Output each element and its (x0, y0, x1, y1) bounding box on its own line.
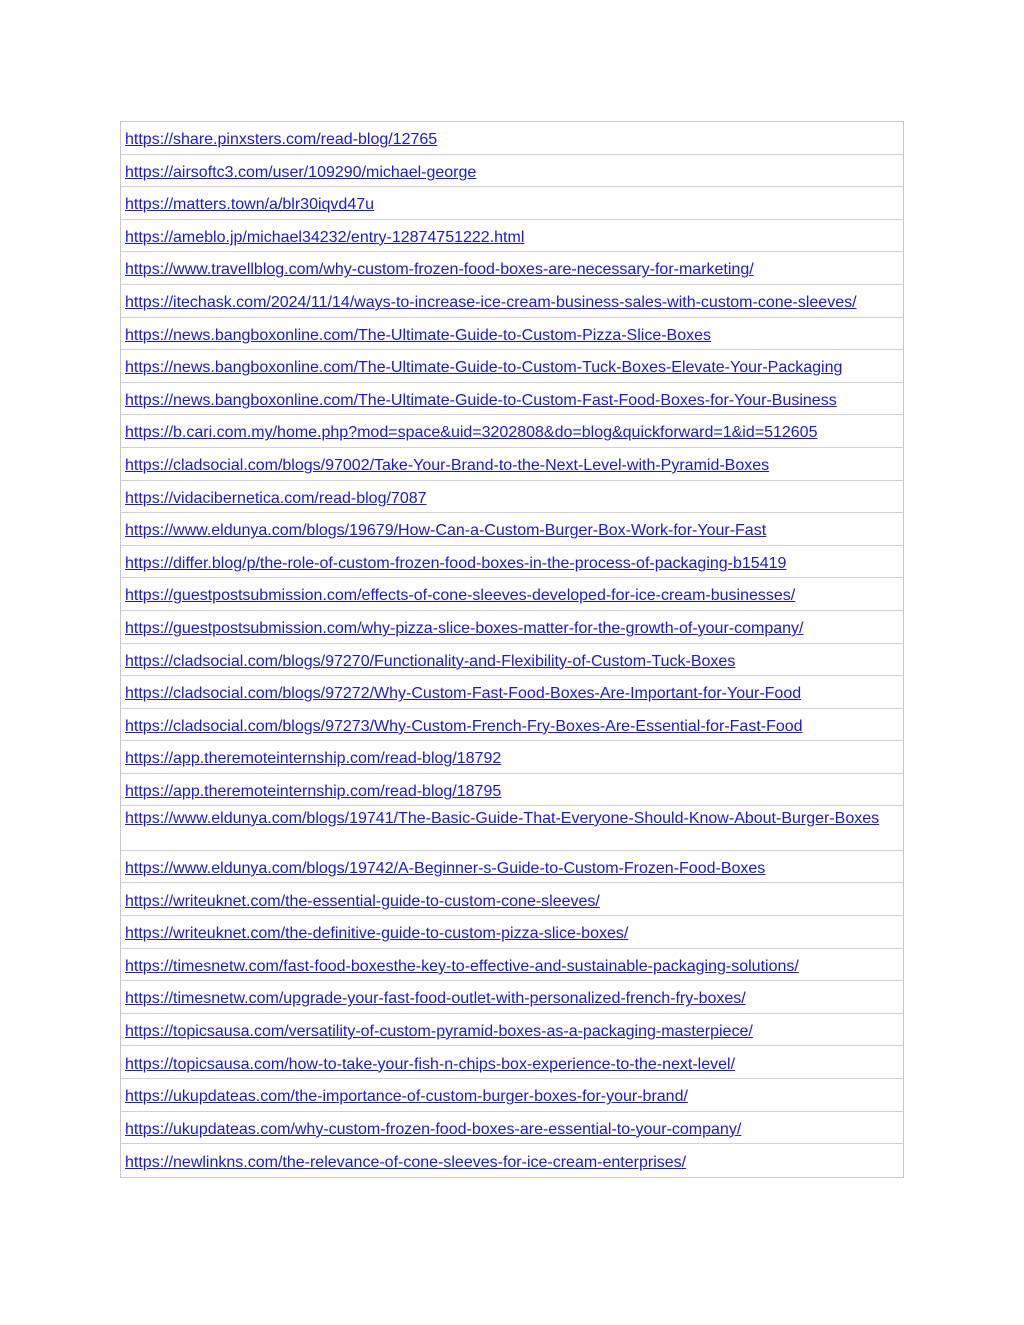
link-row (121, 774, 903, 806)
link-row (121, 285, 903, 318)
link[interactable]: https://www.eldunya.com/blogs/19679/How-Can-a-Custom-Burger-Box-Work-for-Your-Fast (125, 522, 767, 540)
link-row (121, 1079, 903, 1112)
link[interactable]: https://ukupdateas.com/the-importance-of-custom-burger-boxes-for-your-brand/ (125, 1088, 688, 1106)
link[interactable]: https://www.eldunya.com/blogs/19741/The-Basic-Guide-That-Everyone-Should-Know-About-Burger-Boxes (125, 809, 880, 827)
link-row (121, 220, 903, 253)
link-row (121, 187, 903, 220)
link-row (121, 806, 903, 851)
link-row (121, 513, 903, 546)
link-row (121, 676, 903, 709)
link[interactable]: https://itechask.com/2024/11/14/ways-to-increase-ice-cream-business-sales-with-custom-cone-sleeves/ (125, 294, 857, 312)
link-row (121, 1112, 903, 1145)
link[interactable]: https://guestpostsubmission.com/why-pizza-slice-boxes-matter-for-the-growth-of-your-company/ (125, 620, 804, 637)
link[interactable]: https://timesnetw.com/fast-food-boxesthe-key-to-effective-and-sustainable-packaging-solutions/ (125, 957, 799, 975)
link[interactable]: https://topicsausa.com/how-to-take-your-fish-n-chips-box-experience-to-the-next-level/ (125, 1055, 736, 1073)
link-row (121, 155, 903, 188)
link[interactable]: https://ukupdateas.com/why-custom-frozen-food-boxes-are-essential-to-your-company/ (125, 1120, 742, 1138)
link[interactable]: https://www.eldunya.com/blogs/19742/A-Beginner-s-Guide-to-Custom-Frozen-Food-Boxes (125, 859, 766, 877)
link[interactable]: https://writeuknet.com/the-definitive-guide-to-custom-pizza-slice-boxes/ (125, 925, 629, 943)
link[interactable]: https://cladsocial.com/blogs/97272/Why-Custom-Fast-Food-Boxes-Are-Important-for-Your-Food (125, 685, 802, 703)
link[interactable]: https://newlinkns.com/the-relevance-of-cone-sleeves-for-ice-cream-enterprises/ (125, 1154, 687, 1172)
link[interactable]: https://timesnetw.com/upgrade-your-fast-food-outlet-with-personalized-french-fry-boxes/ (125, 990, 746, 1008)
link[interactable]: https://matters.town/a/blr30iqvd47u (125, 196, 375, 214)
link[interactable]: https://share.pinxsters.com/read-blog/12765 (125, 131, 438, 149)
link-row (121, 709, 903, 742)
link[interactable]: https://cladsocial.com/blogs/97273/Why-Custom-French-Fry-Boxes-Are-Essential-for-Fast-Food (125, 717, 803, 735)
link-row (121, 350, 903, 383)
link-row (121, 1014, 903, 1047)
link[interactable]: https://www.travellblog.com/why-custom-frozen-food-boxes-are-necessary-for-marketing/ (125, 261, 754, 279)
link-table (120, 121, 904, 1178)
link-row (121, 1144, 903, 1177)
link-row (121, 415, 903, 448)
link[interactable]: https://app.theremoteinternship.com/read-blog/18795 (125, 783, 502, 801)
link-row (121, 611, 903, 644)
link-row (121, 578, 903, 611)
link-row (121, 318, 903, 351)
link[interactable]: https://b.cari.com.my/home.php?mod=space&uid=3202808&do=blog&quickforward=1&id=512605 (125, 424, 818, 442)
link[interactable]: https://news.bangboxonline.com/The-Ultimate-Guide-to-Custom-Fast-Food-Boxes-for-Your-Business (125, 391, 837, 409)
link[interactable]: https://airsoftc3.com/user/109290/michael-george (125, 163, 477, 181)
link[interactable]: https://ameblo.jp/michael34232/entry-12874751222.html (125, 228, 525, 246)
link-row (121, 949, 903, 982)
link[interactable]: https://news.bangboxonline.com/The-Ultimate-Guide-to-Custom-Pizza-Slice-Boxes (125, 326, 712, 344)
link[interactable]: https://app.theremoteinternship.com/read-blog/18792 (125, 750, 502, 768)
link[interactable]: https://differ.blog/p/the-role-of-custom-frozen-food-boxes-in-the-process-of-packaging-b15419 (125, 554, 787, 572)
link-row (121, 448, 903, 481)
link[interactable]: https://cladsocial.com/blogs/97002/Take-Your-Brand-to-the-Next-Level-with-Pyramid-Boxes (125, 457, 770, 475)
link[interactable]: https://guestpostsubmission.com/effects-of-cone-sleeves-developed-for-ice-cream-businesses/ (125, 587, 796, 605)
link-row (121, 644, 903, 677)
link-row (121, 481, 903, 514)
link-row (121, 741, 903, 774)
link-row (121, 981, 903, 1014)
link[interactable]: https://writeuknet.com/the-essential-guide-to-custom-cone-sleeves/ (125, 892, 600, 910)
link[interactable]: https://topicsausa.com/versatility-of-custom-pyramid-boxes-as-a-packaging-masterpiece/ (125, 1022, 753, 1040)
link-row (121, 1046, 903, 1079)
link[interactable]: https://news.bangboxonline.com/The-Ultimate-Guide-to-Custom-Tuck-Boxes-Elevate-Your-Packaging (125, 359, 843, 377)
link[interactable]: https://cladsocial.com/blogs/97270/Functionality-and-Flexibility-of-Custom-Tuck-Boxes (125, 652, 736, 670)
link-row (121, 883, 903, 916)
link-row (121, 546, 903, 579)
link-row (121, 383, 903, 416)
link-row (121, 252, 903, 285)
link-row (121, 916, 903, 949)
link-row (121, 851, 903, 884)
link[interactable]: https://vidacibernetica.com/read-blog/7087 (125, 489, 427, 507)
link-row (121, 122, 903, 155)
